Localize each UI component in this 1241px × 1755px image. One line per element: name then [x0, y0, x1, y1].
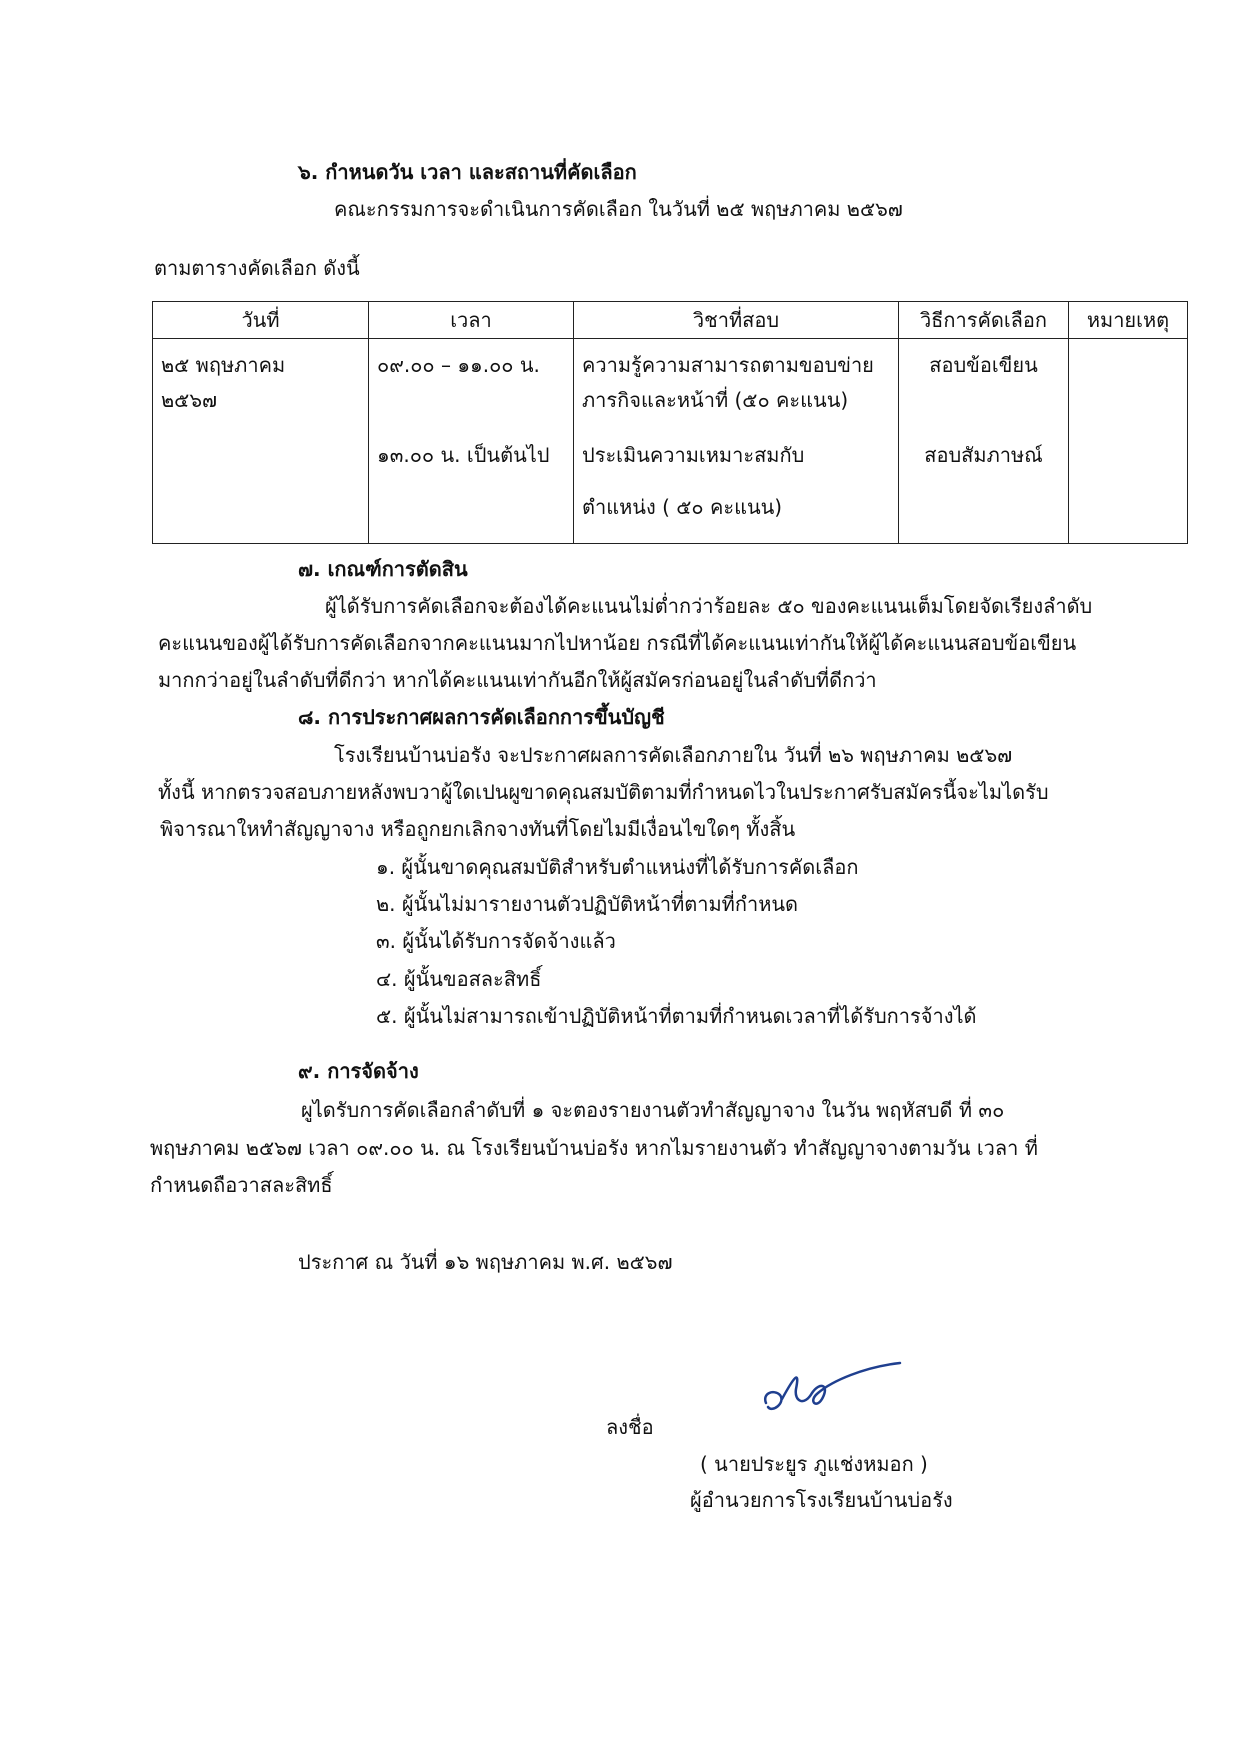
cell-date [153, 339, 369, 544]
signature-label: ลงชื่อ [606, 1415, 654, 1439]
section-8-line-3: พิจารณาใหทำสัญญาจาง หรือถูกยกเลิกจางทันที่โดยไมมีเงื่อนไขใดๆ ทั้งสิ้น [160, 817, 796, 841]
date-line-1: ๒๕ พฤษภาคม [161, 353, 286, 377]
section-7-line-1: ผู้ได้รับการคัดเลือกจะต้องได้คะแนนไม่ต่ำกว่าร้อยละ ๕๐ ของคะแนนเต็มโดยจัดเรียงลำดับ [325, 594, 1093, 618]
signature-image [760, 1355, 910, 1425]
section-8-line-1: โรงเรียนบ้านบ่อรัง จะประกาศผลการคัดเลือกภายใน วันที่ ๒๖ พฤษภาคม ๒๕๖๗ [334, 743, 1013, 767]
section-9-line-1: ผูไดรับการคัดเลือกลำดับที่ ๑ จะตองรายงานตัวทำสัญญาจาง ในวัน พฤหัสบดี ที่ ๓๐ [301, 1098, 1005, 1122]
header-remark: หมายเหตุ [1069, 302, 1188, 339]
section-7-heading: ๗. เกณฑ์การตัดสิน [298, 557, 468, 581]
time-1: ๐๙.๐๐ – ๑๑.๐๐ น. [377, 353, 540, 377]
table-header-row [153, 302, 1188, 339]
section-8-item-1: ๑. ผู้นั้นขาดคุณสมบัติสำหรับตำแหน่งที่ได้รับการคัดเลือก [376, 855, 859, 879]
section-6-line-1: คณะกรรมการจะดำเนินการคัดเลือก ในวันที่ ๒๕ พฤษภาคม ๒๕๖๗ [334, 197, 903, 221]
cell-method [899, 339, 1069, 544]
header-subject: วิชาที่สอบ [574, 302, 899, 339]
method-1: สอบข้อเขียน [929, 353, 1038, 377]
header-method: วิธีการคัดเลือก [899, 302, 1069, 339]
cell-remark [1069, 339, 1188, 544]
section-9-line-3: กำหนดถือวาสละสิทธิ์ [150, 1173, 333, 1197]
cell-subject [574, 339, 899, 544]
subject-1-line-1: ความรู้ความสามารถตามขอบข่าย [582, 353, 874, 377]
section-8-item-2: ๒. ผู้นั้นไม่มารายงานตัวปฏิบัติหน้าที่ตามที่กำหนด [376, 892, 799, 916]
section-8-line-2: ทั้งนี้ หากตรวจสอบภายหลังพบวาผู้ใดเปนผูขาดคุณสมบัติตามที่กำหนดไวในประกาศรับสมัครนี้จะไมไดรับ [158, 780, 1049, 804]
header-date: วันที่ [153, 302, 369, 339]
section-7-line-3: มากกว่าอยู่ในลำดับที่ดีกว่า หากได้คะแนนเท่ากันอีกให้ผู้สมัครก่อนอยู่ในลำดับที่ดีกว่า [158, 668, 877, 692]
section-6-line-2: ตามตารางคัดเลือก ดังนี้ [154, 256, 360, 280]
subject-2-line-1: ประเมินความเหมาะสมกับ [582, 443, 805, 467]
section-8-item-5: ๕. ผู้นั้นไม่สามารถเข้าปฏิบัติหน้าที่ตามที่กำหนดเวลาที่ได้รับการจ้างได้ [376, 1004, 977, 1028]
cell-time [369, 339, 574, 544]
section-7-line-2: คะแนนของผู้ได้รับการคัดเลือกจากคะแนนมากไปหาน้อย กรณีที่ได้คะแนนเท่ากันให้ผู้ได้คะแนนสอบข้อเขียน [158, 631, 1077, 655]
section-8-item-3: ๓. ผู้นั้นได้รับการจัดจ้างแล้ว [376, 929, 616, 953]
subject-1-line-2: ภารกิจและหน้าที่ (๕๐ คะแนน) [582, 388, 849, 412]
section-9-heading: ๙. การจัดจ้าง [298, 1059, 419, 1083]
header-time: เวลา [369, 302, 574, 339]
section-8-heading: ๘. การประกาศผลการคัดเลือกการขึ้นบัญชี [298, 705, 665, 729]
signatory-position: ผู้อำนวยการโรงเรียนบ้านบ่อรัง [690, 1488, 953, 1512]
announcement-date: ประกาศ ณ วันที่ ๑๖ พฤษภาคม พ.ศ. ๒๕๖๗ [298, 1250, 673, 1274]
section-8-item-4: ๔. ผู้นั้นขอสละสิทธิ์ [376, 967, 542, 991]
schedule-table [152, 301, 1188, 544]
section-6-heading: ๖. กำหนดวัน เวลา และสถานที่คัดเลือก [298, 160, 637, 184]
method-2: สอบสัมภาษณ์ [924, 443, 1043, 467]
section-9-line-2: พฤษภาคม ๒๕๖๗ เวลา ๐๙.๐๐ น. ณ โรงเรียนบ้านบ่อรัง หากไมรายงานตัว ทำสัญญาจางตามวัน เวลา ที่ [150, 1136, 1038, 1160]
subject-2-line-2: ตำแหน่ง ( ๕๐ คะแนน) [582, 495, 783, 519]
signatory-name: ( นายประยูร ภูแช่งหมอก ) [700, 1452, 928, 1476]
time-2: ๑๓.๐๐ น. เป็นต้นไป [377, 443, 550, 467]
date-line-2: ๒๕๖๗ [161, 388, 218, 412]
table-row [153, 339, 1188, 544]
